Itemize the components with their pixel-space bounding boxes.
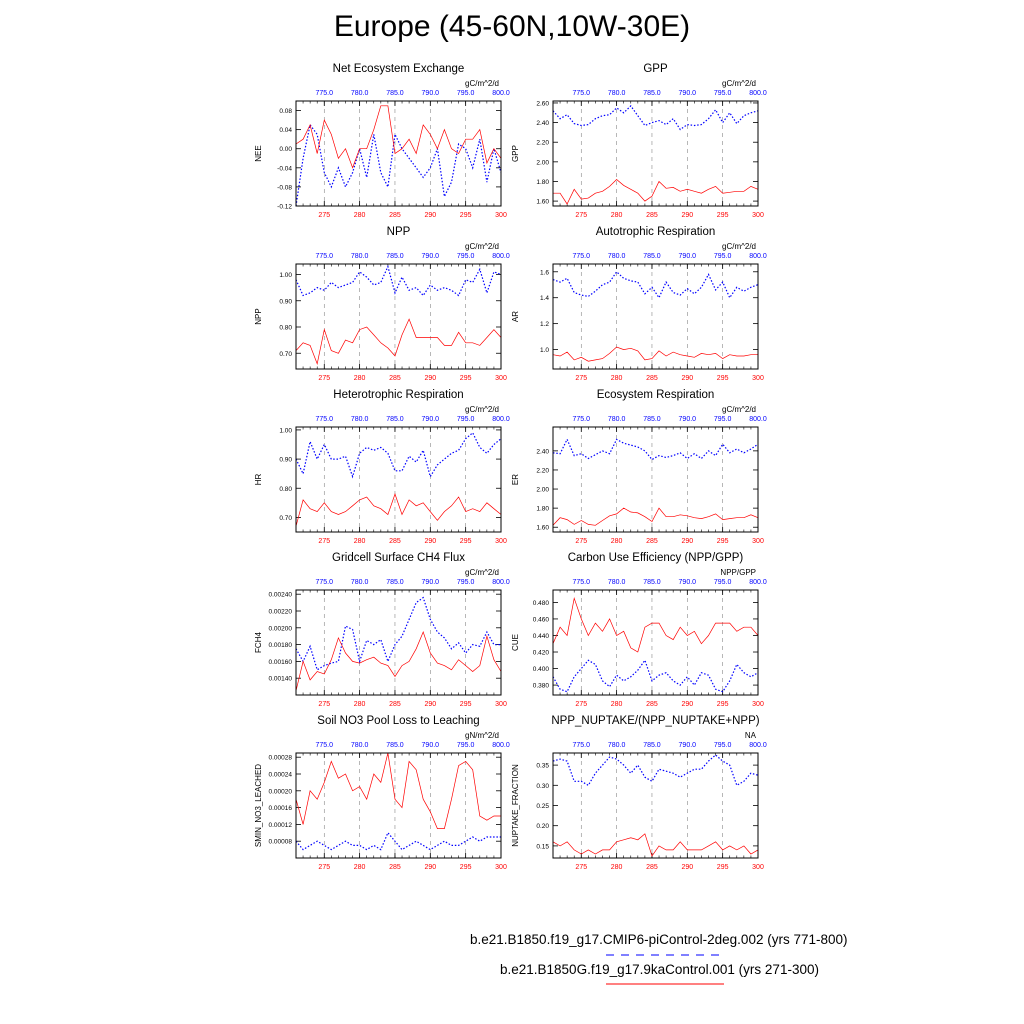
x-tick-label: 295 — [716, 701, 729, 708]
y-tick-label: 0.460 — [532, 616, 549, 624]
x-top-tick-label: 785.0 — [386, 742, 404, 749]
x-top-tick-label: 795.0 — [456, 90, 475, 97]
y-tick-label: 0.90 — [279, 456, 292, 464]
y-tick-label: 0.00240 — [268, 591, 292, 599]
x-top-tick-label: 785.0 — [643, 416, 661, 423]
x-tick-label: 290 — [424, 375, 437, 382]
x-tick-label: 285 — [389, 864, 401, 871]
x-top-tick-label: 775.0 — [572, 579, 591, 586]
x-top-tick-label: 790.0 — [421, 416, 440, 423]
x-top-tick-label: 800.0 — [492, 90, 510, 97]
x-tick-label: 280 — [353, 864, 366, 871]
panel-title: GPP — [643, 63, 668, 75]
x-top-tick-label: 800.0 — [749, 253, 767, 260]
x-tick-label: 300 — [752, 375, 764, 382]
y-tick-label: 2.40 — [536, 448, 549, 456]
x-top-tick-label: 780.0 — [350, 253, 369, 260]
x-top-tick-label: 790.0 — [678, 579, 697, 586]
x-top-tick-label: 790.0 — [421, 742, 440, 749]
plot-frame — [553, 590, 758, 695]
x-tick-label: 300 — [495, 538, 507, 545]
y-tick-label: 0.00012 — [268, 821, 292, 829]
x-top-tick-label: 785.0 — [643, 579, 661, 586]
x-tick-label: 295 — [716, 864, 729, 871]
x-tick-label: 285 — [389, 375, 401, 382]
plot-frame — [553, 427, 758, 532]
panel-units: gC/m^2/d — [722, 242, 756, 251]
x-top-tick-label: 780.0 — [350, 742, 369, 749]
panel-units: gC/m^2/d — [465, 568, 499, 577]
x-top-tick-label: 775.0 — [572, 253, 591, 260]
x-tick-label: 295 — [459, 701, 472, 708]
x-top-tick-label: 800.0 — [749, 742, 767, 749]
x-tick-label: 280 — [610, 538, 623, 545]
y-tick-label: 0.25 — [536, 803, 549, 810]
x-top-tick-label: 780.0 — [350, 416, 369, 423]
panel-5 — [254, 389, 510, 545]
series-line-red — [553, 180, 758, 205]
y-tick-label: 0.00180 — [268, 642, 292, 650]
x-top-tick-label: 800.0 — [492, 579, 510, 586]
panel-title: Soil NO3 Pool Loss to Leaching — [317, 715, 480, 727]
x-tick-label: 295 — [459, 538, 472, 545]
panel-title: Autotrophic Respiration — [595, 226, 716, 238]
panel-ylabel: NPP — [254, 308, 263, 325]
y-tick-label: 0.420 — [532, 649, 549, 657]
x-tick-label: 295 — [716, 538, 729, 545]
x-top-tick-label: 775.0 — [315, 742, 334, 749]
y-tick-label: 0.00024 — [268, 771, 292, 779]
x-top-tick-label: 775.0 — [315, 416, 334, 423]
x-tick-label: 300 — [495, 864, 507, 871]
panel-title: NPP_NUPTAKE/(NPP_NUPTAKE+NPP) — [551, 715, 760, 727]
x-top-tick-label: 800.0 — [492, 416, 510, 423]
x-top-tick-label: 790.0 — [421, 579, 440, 586]
y-tick-label: 1.4 — [539, 295, 549, 303]
x-top-tick-label: 785.0 — [386, 579, 404, 586]
y-tick-label: 0.00220 — [268, 608, 292, 616]
x-top-tick-label: 795.0 — [713, 579, 732, 586]
x-tick-label: 280 — [610, 864, 623, 871]
series-line-red — [296, 494, 501, 526]
x-top-tick-label: 795.0 — [456, 416, 475, 423]
plot-frame — [553, 753, 758, 858]
y-tick-label: -0.08 — [277, 184, 292, 192]
y-tick-label: 0.70 — [279, 514, 292, 522]
series-line-blue — [296, 125, 501, 206]
panel-1 — [254, 63, 510, 219]
legend-label-blue: b.e21.B1850.f19_g17.CMIP6-piControl-2deg.002 (yrs 771-800) — [470, 932, 848, 947]
x-tick-label: 275 — [318, 701, 331, 708]
plot-frame — [296, 427, 501, 532]
y-tick-label: 1.0 — [539, 347, 549, 355]
x-tick-label: 290 — [424, 864, 437, 871]
y-tick-label: 1.00 — [279, 272, 292, 279]
series-line-red — [553, 598, 758, 652]
x-top-tick-label: 785.0 — [386, 253, 404, 260]
series-line-blue — [296, 267, 501, 296]
panel-title: Net Ecosystem Exchange — [332, 63, 465, 75]
x-top-tick-label: 785.0 — [386, 90, 404, 97]
x-tick-label: 290 — [424, 538, 437, 545]
x-top-tick-label: 790.0 — [421, 253, 440, 260]
x-tick-label: 285 — [389, 212, 401, 219]
panel-ylabel: CUE — [511, 634, 520, 651]
y-tick-label: 2.00 — [536, 159, 549, 167]
x-top-tick-label: 800.0 — [749, 90, 767, 97]
series-line-blue — [553, 755, 758, 785]
series-line-red — [296, 753, 501, 829]
panel-ylabel: SMIN_NO3_LEACHED — [254, 763, 263, 848]
main-title: Europe (45-60N,10W-30E) — [333, 10, 691, 43]
x-tick-label: 275 — [318, 538, 331, 545]
x-top-tick-label: 800.0 — [492, 253, 510, 260]
panel-8 — [511, 552, 767, 708]
series-line-blue — [553, 660, 758, 691]
x-tick-label: 300 — [495, 375, 507, 382]
x-top-tick-label: 775.0 — [315, 90, 334, 97]
x-tick-label: 275 — [575, 864, 588, 871]
x-tick-label: 290 — [424, 212, 437, 219]
x-top-tick-label: 775.0 — [572, 742, 591, 749]
x-top-tick-label: 780.0 — [607, 742, 626, 749]
x-top-tick-label: 775.0 — [572, 416, 591, 423]
x-top-tick-label: 775.0 — [315, 253, 334, 260]
panel-ylabel: NUPTAKE_FRACTION — [511, 764, 520, 847]
panel-units: gC/m^2/d — [465, 405, 499, 414]
panel-units: gC/m^2/d — [465, 242, 499, 251]
x-tick-label: 285 — [646, 538, 658, 545]
x-tick-label: 275 — [575, 538, 588, 545]
panel-4 — [511, 226, 767, 382]
y-tick-label: 1.60 — [536, 198, 549, 206]
x-tick-label: 275 — [318, 864, 331, 871]
y-tick-label: 0.00020 — [268, 788, 292, 796]
series-line-blue — [296, 598, 501, 670]
x-tick-label: 285 — [646, 212, 658, 219]
y-tick-label: 0.00008 — [268, 838, 292, 846]
x-top-tick-label: 795.0 — [713, 253, 732, 260]
panel-units: gC/m^2/d — [722, 405, 756, 414]
y-tick-label: -0.12 — [277, 203, 292, 211]
x-top-tick-label: 780.0 — [350, 90, 369, 97]
y-tick-label: 0.00 — [279, 146, 292, 154]
panel-ylabel: HR — [254, 473, 263, 486]
plot-frame — [296, 590, 501, 695]
y-tick-label: 0.70 — [279, 350, 292, 358]
panel-9 — [254, 715, 510, 871]
y-tick-label: 0.00016 — [268, 805, 292, 813]
panel-ylabel: NEE — [254, 145, 263, 162]
x-top-tick-label: 795.0 — [456, 253, 475, 260]
y-tick-label: 1.80 — [536, 178, 549, 186]
x-tick-label: 275 — [575, 375, 588, 382]
x-tick-label: 295 — [459, 864, 472, 871]
x-top-tick-label: 795.0 — [713, 742, 732, 749]
panel-ylabel: FCH4 — [254, 632, 263, 653]
x-tick-label: 290 — [681, 375, 694, 382]
x-tick-label: 280 — [353, 538, 366, 545]
x-tick-label: 300 — [752, 212, 764, 219]
panel-2 — [511, 63, 767, 219]
x-tick-label: 275 — [318, 375, 331, 382]
plot-frame — [296, 753, 501, 858]
plot-frame — [553, 264, 758, 369]
x-tick-label: 275 — [318, 212, 331, 219]
series-line-red — [553, 834, 758, 856]
y-tick-label: 0.80 — [279, 324, 292, 332]
y-tick-label: 0.30 — [536, 782, 549, 790]
x-top-tick-label: 780.0 — [350, 579, 369, 586]
x-top-tick-label: 785.0 — [386, 416, 404, 423]
y-tick-label: 2.20 — [536, 467, 549, 475]
x-top-tick-label: 795.0 — [713, 90, 732, 97]
x-tick-label: 285 — [646, 375, 658, 382]
x-top-tick-label: 795.0 — [713, 416, 732, 423]
plot-frame — [296, 101, 501, 206]
y-tick-label: 2.60 — [536, 100, 549, 108]
x-tick-label: 285 — [646, 864, 658, 871]
x-tick-label: 285 — [389, 701, 401, 708]
x-tick-label: 280 — [353, 701, 366, 708]
series-line-blue — [553, 439, 758, 459]
x-tick-label: 300 — [752, 701, 764, 708]
panel-title: NPP — [386, 226, 411, 238]
y-tick-label: 2.00 — [536, 486, 549, 494]
panel-ylabel: ER — [511, 473, 520, 486]
y-tick-label: 1.2 — [539, 321, 549, 329]
y-tick-label: 1.6 — [539, 269, 549, 277]
x-top-tick-label: 800.0 — [749, 416, 767, 423]
series-line-red — [296, 106, 501, 168]
panel-units: NPP/GPP — [720, 568, 756, 577]
x-top-tick-label: 785.0 — [643, 90, 661, 97]
x-tick-label: 290 — [681, 538, 694, 545]
y-tick-label: 0.80 — [279, 485, 292, 493]
x-tick-label: 285 — [646, 701, 658, 708]
y-tick-label: 0.380 — [532, 682, 549, 690]
x-tick-label: 295 — [459, 375, 472, 382]
y-tick-label: 0.00140 — [268, 675, 292, 683]
y-tick-label: 0.35 — [536, 762, 549, 770]
x-tick-label: 275 — [575, 701, 588, 708]
x-tick-label: 295 — [716, 212, 729, 219]
panel-7 — [254, 552, 510, 708]
x-tick-label: 300 — [752, 538, 764, 545]
series-line-blue — [553, 106, 758, 130]
panel-ylabel: GPP — [511, 145, 520, 162]
x-tick-label: 295 — [716, 375, 729, 382]
panel-units: gN/m^2/d — [465, 731, 499, 740]
panel-title: Gridcell Surface CH4 Flux — [332, 552, 465, 564]
panel-title: Ecosystem Respiration — [596, 389, 715, 401]
series-line-red — [553, 508, 758, 525]
y-tick-label: 1.80 — [536, 505, 549, 513]
y-tick-label: 2.20 — [536, 139, 549, 147]
y-tick-label: 0.440 — [532, 632, 549, 640]
x-tick-label: 290 — [681, 212, 694, 219]
panel-3 — [254, 226, 510, 382]
y-tick-label: 0.00028 — [268, 754, 292, 762]
x-top-tick-label: 795.0 — [456, 742, 475, 749]
series-line-red — [296, 632, 501, 691]
panel-10 — [511, 715, 767, 871]
x-top-tick-label: 790.0 — [678, 253, 697, 260]
x-tick-label: 295 — [459, 212, 472, 219]
panel-units: NA — [744, 731, 756, 740]
x-tick-label: 280 — [610, 375, 623, 382]
x-top-tick-label: 795.0 — [456, 579, 475, 586]
x-tick-label: 285 — [389, 538, 401, 545]
x-top-tick-label: 790.0 — [421, 90, 440, 97]
y-tick-label: 0.00200 — [268, 625, 292, 633]
y-tick-label: 0.08 — [279, 108, 292, 116]
series-line-red — [553, 347, 758, 361]
y-tick-label: 0.04 — [279, 127, 292, 135]
series-line-blue — [296, 833, 501, 850]
x-top-tick-label: 790.0 — [678, 742, 697, 749]
x-tick-label: 290 — [681, 864, 694, 871]
x-top-tick-label: 775.0 — [572, 90, 591, 97]
x-tick-label: 290 — [681, 701, 694, 708]
x-top-tick-label: 780.0 — [607, 579, 626, 586]
x-tick-label: 280 — [353, 375, 366, 382]
panel-title: Carbon Use Efficiency (NPP/GPP) — [567, 552, 744, 564]
y-tick-label: 0.400 — [532, 666, 549, 674]
y-tick-label: 0.480 — [532, 599, 549, 607]
x-top-tick-label: 790.0 — [678, 90, 697, 97]
x-top-tick-label: 780.0 — [607, 90, 626, 97]
x-tick-label: 280 — [610, 212, 623, 219]
x-top-tick-label: 800.0 — [749, 579, 767, 586]
x-top-tick-label: 780.0 — [607, 416, 626, 423]
x-tick-label: 300 — [752, 864, 764, 871]
panel-6 — [511, 389, 767, 545]
legend-label-red: b.e21.B1850G.f19_g17.9kaControl.001 (yrs 271-300) — [500, 962, 819, 977]
y-tick-label: 0.15 — [536, 843, 549, 851]
x-top-tick-label: 800.0 — [492, 742, 510, 749]
y-tick-label: 1.60 — [536, 524, 549, 532]
x-top-tick-label: 790.0 — [678, 416, 697, 423]
x-tick-label: 300 — [495, 701, 507, 708]
x-tick-label: 290 — [424, 701, 437, 708]
x-top-tick-label: 785.0 — [643, 253, 661, 260]
y-tick-label: 0.20 — [536, 823, 549, 831]
x-tick-label: 275 — [575, 212, 588, 219]
x-top-tick-label: 785.0 — [643, 742, 661, 749]
x-tick-label: 280 — [353, 212, 366, 219]
y-tick-label: 1.00 — [279, 427, 292, 435]
panel-units: gC/m^2/d — [465, 79, 499, 88]
x-top-tick-label: 780.0 — [607, 253, 626, 260]
panel-title: Heterotrophic Respiration — [333, 389, 464, 401]
y-tick-label: 0.90 — [279, 298, 292, 306]
series-line-red — [296, 319, 501, 364]
y-tick-label: 0.00160 — [268, 658, 292, 666]
x-tick-label: 300 — [495, 212, 507, 219]
y-tick-label: -0.04 — [277, 165, 292, 173]
y-tick-label: 2.40 — [536, 120, 549, 128]
panel-ylabel: AR — [511, 310, 520, 323]
series-line-blue — [296, 433, 501, 477]
x-tick-label: 280 — [610, 701, 623, 708]
x-top-tick-label: 775.0 — [315, 579, 334, 586]
plot-frame — [296, 264, 501, 369]
series-line-blue — [553, 272, 758, 298]
panel-units: gC/m^2/d — [722, 79, 756, 88]
